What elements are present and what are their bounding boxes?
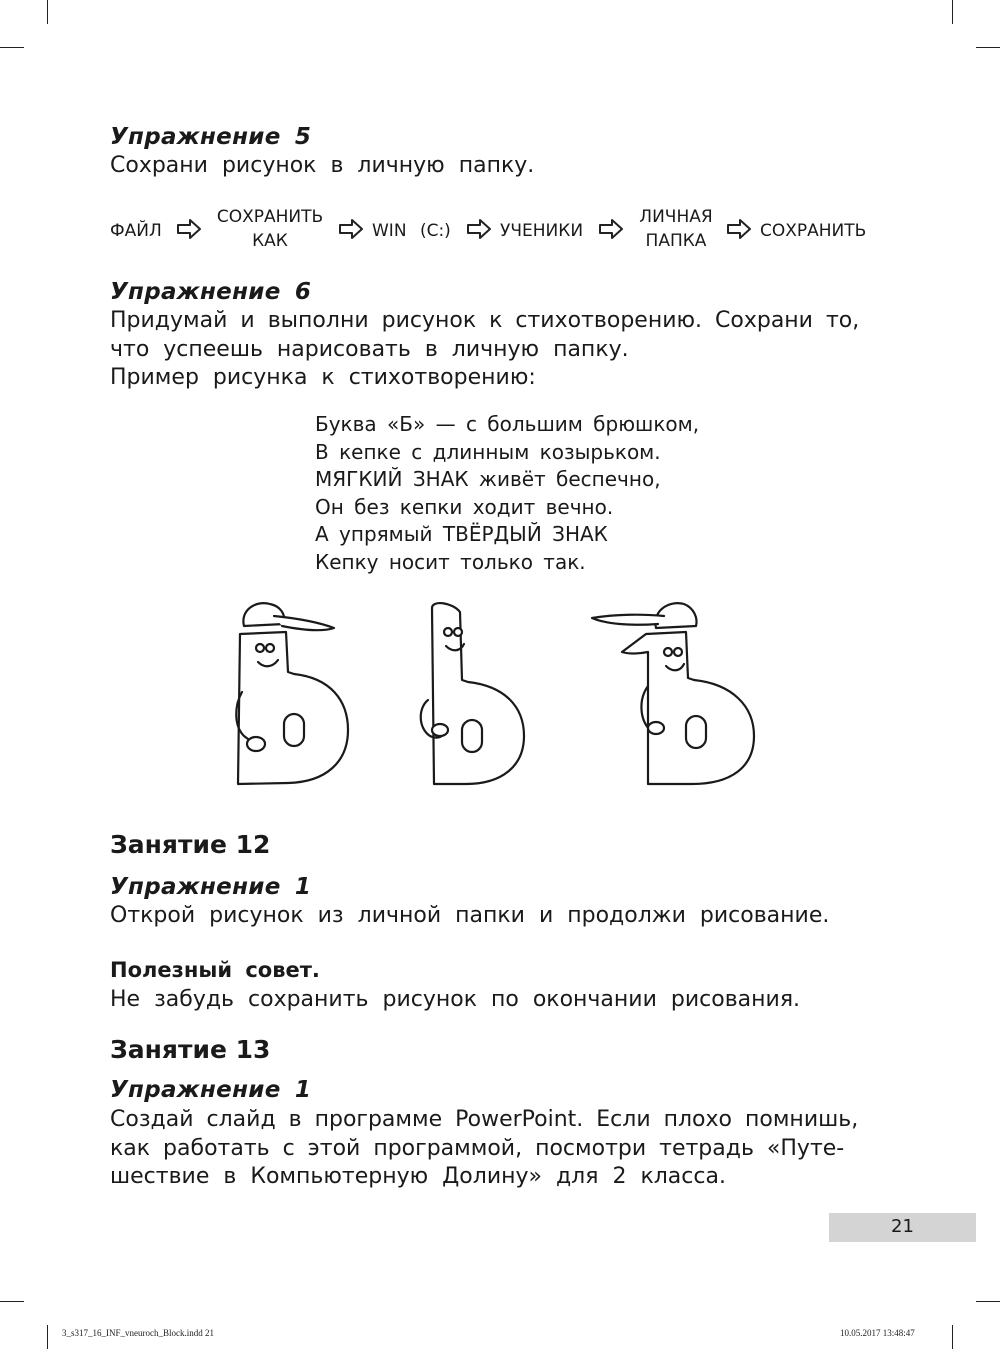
page-number: 21	[891, 1216, 914, 1237]
exercise6-text-line: Придумай и выполни рисунок к стихотворению. Сохрани то,	[110, 308, 860, 333]
arrow-right-icon	[726, 219, 752, 239]
crop-mark-bottom-right-h	[976, 1301, 1000, 1302]
page-number-box	[829, 1213, 976, 1242]
flow-step-label: ПАПКА	[645, 231, 707, 251]
flow-step-label: СОХРАНИТЬ	[216, 207, 324, 227]
lesson12-heading: Занятие 12	[110, 830, 271, 859]
flow-step-file	[110, 219, 162, 243]
arrow-right-icon	[176, 219, 202, 239]
footer-timestamp: 10.05.2017 13:48:47	[840, 1328, 915, 1338]
save-path-flow	[110, 205, 880, 261]
flow-step-label: ФАЙЛ	[110, 221, 162, 241]
lesson12-exercise-text: Открой рисунок из личной папки и продолжи рисование.	[110, 903, 830, 928]
crop-mark-bottom-left-v	[47, 1325, 48, 1349]
lesson13-text-line: как работать с этой программой, посмотри тетрадь «Путе-	[110, 1136, 845, 1161]
poem-line: В кепке с длинным козырьком.	[315, 439, 661, 464]
lesson13-text-line: шествие в Компьютерную Долину» для 2 класса.	[110, 1164, 726, 1189]
flow-step-personal-folder	[632, 205, 720, 253]
flow-step-label: ЛИЧНАЯ	[639, 207, 713, 227]
exercise5-heading: Упражнение 5	[110, 124, 312, 150]
lesson13-heading: Занятие 13	[110, 1035, 271, 1064]
tip-heading: Полезный совет.	[110, 958, 320, 982]
flow-step-save	[760, 219, 866, 243]
flow-step-label: WIN (C:)	[372, 221, 451, 241]
exercise6-heading: Упражнение 6	[110, 279, 312, 305]
arrow-right-icon	[598, 219, 624, 239]
crop-mark-top-right-v	[952, 0, 953, 24]
flow-step-save-as	[210, 205, 330, 253]
flow-step-drive	[372, 219, 451, 243]
crop-mark-top-left-v	[47, 0, 48, 24]
hard-sign-with-cap-icon	[592, 603, 754, 784]
crop-mark-bottom-right-v	[952, 1325, 953, 1349]
flow-step-label: СОХРАНИТЬ	[760, 221, 867, 241]
poem-line: А упрямый ТВЁРДЫЙ ЗНАК	[315, 522, 608, 546]
footer-file-name: 3_s317_16_INF_vneuroch_Block.indd 21	[62, 1328, 214, 1338]
lesson13-text-line: Создай слайд в программе PowerPoint. Если плохо помнишь,	[110, 1107, 859, 1132]
arrow-right-icon	[466, 219, 492, 239]
poem-line: Он без кепки ходит вечно.	[315, 494, 614, 519]
letters-illustration	[222, 596, 768, 796]
lesson12-exercise-heading: Упражнение 1	[110, 874, 312, 900]
poem-line: Кепку носит только так.	[315, 549, 586, 574]
crop-mark-top-left-h	[0, 47, 24, 48]
soft-sign-character-icon	[421, 603, 524, 784]
lesson13-exercise-heading: Упражнение 1	[110, 1077, 312, 1103]
poem-line: Буква «Б» — с большим брюшком,	[315, 412, 700, 436]
poem	[315, 411, 699, 576]
crop-mark-top-right-h	[976, 47, 1000, 48]
flow-step-label: КАК	[252, 231, 288, 251]
arrow-right-icon	[338, 219, 364, 239]
exercise6-text-line: что успеешь нарисовать в личную папку.	[110, 337, 629, 362]
poem-line: МЯГКИЙ ЗНАК живёт беспечно,	[315, 467, 661, 491]
exercise5-text: Сохрани рисунок в личную папку.	[110, 153, 535, 178]
crop-mark-bottom-left-h	[0, 1301, 24, 1302]
exercise6-text-line: Пример рисунка к стихотворению:	[110, 365, 536, 390]
tip-text: Не забудь сохранить рисунок по окончании рисования.	[110, 987, 801, 1012]
letter-b-with-cap-icon	[236, 603, 348, 784]
flow-step-label: УЧЕНИКИ	[500, 221, 584, 241]
flow-step-students	[500, 219, 583, 243]
